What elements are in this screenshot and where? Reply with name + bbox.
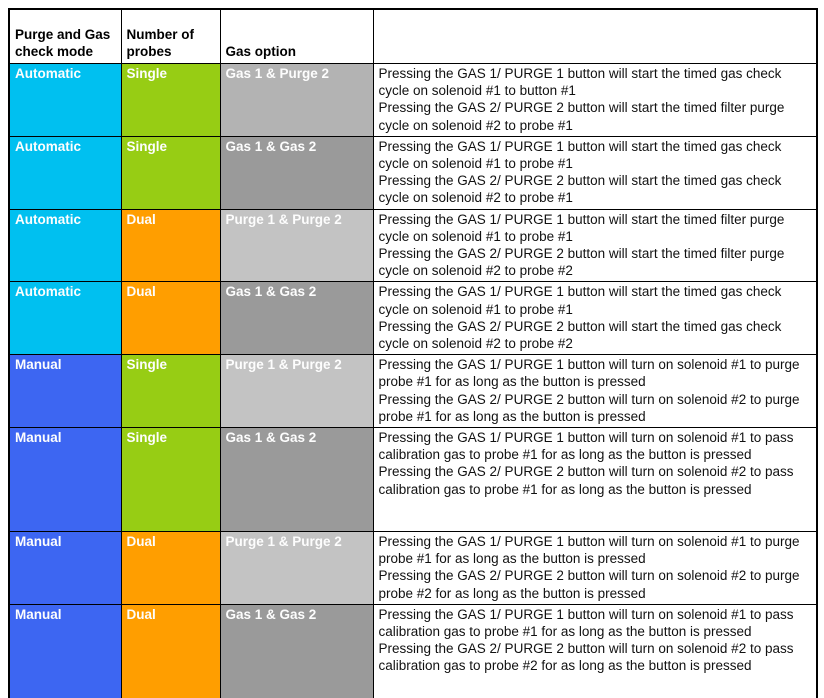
description-line: Pressing the GAS 1/ PURGE 1 button will start the timed gas check cycle on solenoid #1 to probe #1 <box>378 284 782 317</box>
description-cell <box>373 136 817 209</box>
gas-option-cell: Gas 1 & Gas 2 <box>220 604 373 698</box>
probes-cell: Dual <box>121 209 220 282</box>
mode-cell: Manual <box>9 428 121 532</box>
gas-option-cell: Purge 1 & Purge 2 <box>220 209 373 282</box>
description-line: Pressing the GAS 1/ PURGE 1 button will turn on solenoid #1 to purge probe #1 for as long as the button is pressed <box>378 357 800 390</box>
table-row <box>9 136 817 209</box>
description-line: Pressing the GAS 1/ PURGE 1 button will turn on solenoid #1 to pass calibration gas to probe #1 for as long as the button is pressed <box>378 430 794 463</box>
gas-option-cell: Gas 1 & Gas 2 <box>220 282 373 355</box>
table-row <box>9 532 817 605</box>
mode-cell: Manual <box>9 532 121 605</box>
probes-cell: Dual <box>121 604 220 698</box>
description-line: Pressing the GAS 2/ PURGE 2 button will start the timed gas check cycle on solenoid #2 to probe #2 <box>378 318 782 352</box>
gas-option-cell: Gas 1 & Gas 2 <box>220 428 373 532</box>
description-line: Pressing the GAS 2/ PURGE 2 button will turn on solenoid #2 to purge probe #2 for as long as the button is pressed <box>378 568 800 601</box>
mode-cell: Manual <box>9 355 121 428</box>
gas-option-cell: Purge 1 & Purge 2 <box>220 355 373 428</box>
description-line: Pressing the GAS 2/ PURGE 2 button will turn on solenoid #2 to purge probe #1 for as long as the button is pressed <box>378 391 800 424</box>
description-line: Pressing the GAS 2/ PURGE 2 button will turn on solenoid #2 to pass calibration gas to probe #1 for as long as the button is pressed <box>378 464 794 497</box>
gas-purge-options-table <box>8 8 818 698</box>
description-line: Pressing the GAS 2/ PURGE 2 button will start the timed filter purge cycle on solenoid #2 to probe #2 <box>378 246 785 279</box>
header-row <box>9 9 817 64</box>
probes-cell: Single <box>121 136 220 209</box>
description-cell <box>373 604 817 698</box>
probes-cell: Dual <box>121 532 220 605</box>
description-cell <box>373 64 817 137</box>
description-line: Pressing the GAS 1/ PURGE 1 button will start the timed filter purge cycle on solenoid #1 to probe #1 <box>378 211 785 244</box>
column-header-mode: Purge and Gas check mode <box>9 9 121 64</box>
table-row <box>9 355 817 428</box>
description-cell <box>373 428 817 532</box>
mode-cell: Automatic <box>9 282 121 355</box>
description-cell <box>373 209 817 282</box>
description-line: Pressing the GAS 1/ PURGE 1 button will start the timed gas check cycle on solenoid #1 to probe #1 <box>378 138 782 172</box>
probes-cell: Single <box>121 428 220 532</box>
column-header-description <box>373 9 817 64</box>
mode-cell: Automatic <box>9 64 121 137</box>
probes-cell: Single <box>121 355 220 428</box>
description-cell <box>373 282 817 355</box>
description-line: Pressing the GAS 2/ PURGE 2 button will start the timed filter purge cycle on solenoid #2 to probe #1 <box>378 100 785 133</box>
table-row <box>9 64 817 137</box>
table-row <box>9 428 817 532</box>
description-cell <box>373 355 817 428</box>
probes-cell: Dual <box>121 282 220 355</box>
description-line: Pressing the GAS 1/ PURGE 1 button will turn on solenoid #1 to purge probe #1 for as long as the button is pressed <box>378 534 800 567</box>
mode-cell: Automatic <box>9 209 121 282</box>
column-header-probes: Number of probes <box>121 9 220 64</box>
description-line: Pressing the GAS 2/ PURGE 2 button will turn on solenoid #2 to pass calibration gas to probe #2 for as long as the button is pressed <box>378 641 794 674</box>
gas-option-cell: Gas 1 & Gas 2 <box>220 136 373 209</box>
description-cell <box>373 532 817 605</box>
description-line: Pressing the GAS 1/ PURGE 1 button will start the timed gas check cycle on solenoid #1 to button #1 <box>378 66 782 99</box>
column-header-gas-option: Gas option <box>220 9 373 64</box>
table-row <box>9 604 817 698</box>
table-row <box>9 282 817 355</box>
gas-option-cell: Purge 1 & Purge 2 <box>220 532 373 605</box>
description-line: Pressing the GAS 2/ PURGE 2 button will start the timed gas check cycle on solenoid #2 to probe #1 <box>378 173 782 206</box>
table-row <box>9 209 817 282</box>
mode-cell: Manual <box>9 604 121 698</box>
probes-cell: Single <box>121 64 220 137</box>
mode-cell: Automatic <box>9 136 121 209</box>
description-line: Pressing the GAS 1/ PURGE 1 button will turn on solenoid #1 to pass calibration gas to probe #1 for as long as the button is pressed <box>378 606 794 640</box>
gas-option-cell: Gas 1 & Purge 2 <box>220 64 373 137</box>
